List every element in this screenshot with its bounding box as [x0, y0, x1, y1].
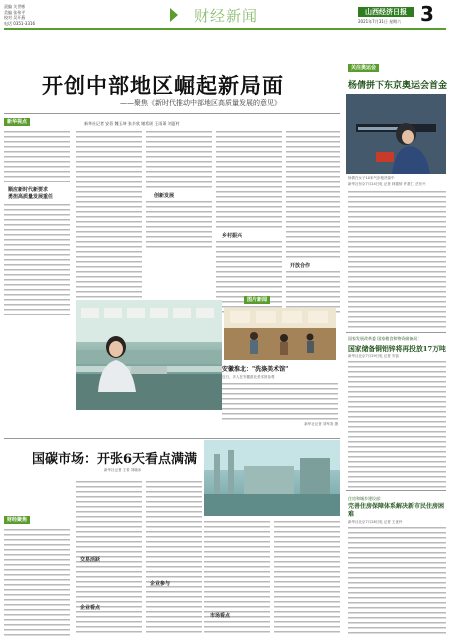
lead-text-col-2b — [146, 200, 212, 250]
lead-text-col-3 — [216, 130, 282, 230]
market-rule — [4, 438, 340, 439]
lead-subhead: 创新发展 — [154, 193, 175, 199]
photo-news-byline: 新华社记者 刘军喜 摄 — [304, 422, 338, 426]
photo-news-text — [222, 382, 338, 422]
paper-name-badge: 山西经济日报 — [358, 7, 414, 17]
museum-illustration — [224, 308, 336, 360]
lead-text-col-4 — [286, 130, 340, 260]
shooter-illustration — [346, 94, 446, 174]
photo-news-caption: 近日，多人在安徽淮北美术馆参观 — [222, 375, 275, 379]
lead-headline: 开创中部地区崛起新局面 — [42, 73, 284, 98]
reserve-kicker: 国家发展改革委 国家粮食和物资储备局： — [348, 336, 422, 341]
lead-subheadline: ——聚焦《新时代推动中部地区高质量发展的意见》 — [120, 99, 281, 107]
industrial-illustration — [204, 440, 340, 516]
page-number: 3 — [420, 2, 434, 26]
section-title: 财经新闻 — [194, 7, 259, 25]
housing-headline: 完善住房保障体系解决新市民住房困难 — [348, 503, 445, 518]
lead-subhead: 乡村振兴 — [222, 233, 243, 239]
left-column-text — [4, 203, 70, 315]
housing-text — [348, 526, 446, 636]
right-top-label: 关注奥运会 — [348, 64, 379, 72]
left-column-label: 新华视点 — [4, 118, 30, 126]
masthead-meta-line: 校对 吴开燕 — [4, 15, 26, 20]
market-byline: 新华社记者 王希 刘晓冰 — [104, 468, 142, 472]
olympics-headline: 杨倩拼下东京奥运会首金 — [348, 81, 448, 91]
section-triangle-icon — [170, 8, 178, 22]
lead-byline: 新华社记者 安蓓 魏玉坤 张辛欣 谢希瑶 王雨萧 刘夏村 — [84, 121, 180, 126]
museum-photo — [224, 308, 336, 360]
olympics-byline: 新华社东京7月24日电 记者 林德韧 许基仁 岳东兴 — [348, 182, 426, 186]
section-banner — [170, 4, 370, 26]
masthead-meta — [4, 4, 154, 26]
bottom-left-label: 财经聚焦 — [4, 516, 30, 524]
market-headline: 国碳市场：开张6天看点满满 — [32, 452, 198, 467]
market-text-col-2 — [146, 480, 202, 636]
factory-illustration — [76, 300, 222, 410]
reserve-headline: 国家储备铜铝锌将再投放17万吨 — [348, 345, 446, 353]
lead-rule — [4, 113, 340, 114]
photo-news-title: 安徽淮北："洗涤美术馆" — [222, 366, 289, 373]
olympics-photo — [346, 94, 446, 174]
market-subhead: 企业看点 — [80, 605, 101, 611]
left-column-subhead: 顺应新时代新要求 — [8, 187, 49, 193]
bottom-left-text — [4, 528, 70, 636]
market-subhead: 市场看点 — [210, 613, 231, 619]
left-column-subhead: 勇担高质量发展重任 — [8, 194, 54, 200]
photo-news-label: 图片新闻 — [244, 296, 270, 304]
housing-byline: 新华社北京7月28日电 记者 王优玲 — [348, 520, 403, 524]
lead-text-col-2 — [146, 130, 212, 190]
masthead-meta-line: 责编 关世彬 — [4, 4, 26, 9]
right-mid-rule — [346, 332, 446, 333]
lead-subhead: 开放合作 — [290, 263, 311, 269]
masthead-meta-line: 电话 0351-3316 — [4, 20, 36, 26]
olympics-photo-caption: 杨倩在女子10米气步枪决赛中 — [348, 176, 395, 180]
lead-text-col-1 — [76, 130, 142, 315]
right-bottom-rule — [346, 490, 446, 491]
masthead-meta-line: 美编 张伟平 — [4, 9, 26, 15]
left-column-text — [4, 130, 70, 182]
photo-news-box — [222, 364, 338, 436]
factory-photo — [76, 300, 222, 410]
market-photo — [204, 440, 340, 516]
reserve-byline: 新华社北京7月29日电 记者 安蓓 — [348, 354, 399, 358]
housing-kicker: 住房和城乡建设部： — [348, 496, 384, 501]
olympics-text — [348, 190, 446, 330]
market-subhead: 交易活跃 — [80, 557, 101, 563]
market-subhead: 企业参与 — [150, 581, 171, 587]
masthead-rule — [4, 28, 446, 30]
reserve-text — [348, 360, 446, 488]
issue-date: 2021年7月31日 星期六 — [358, 19, 402, 24]
market-text-col-4 — [274, 520, 340, 636]
